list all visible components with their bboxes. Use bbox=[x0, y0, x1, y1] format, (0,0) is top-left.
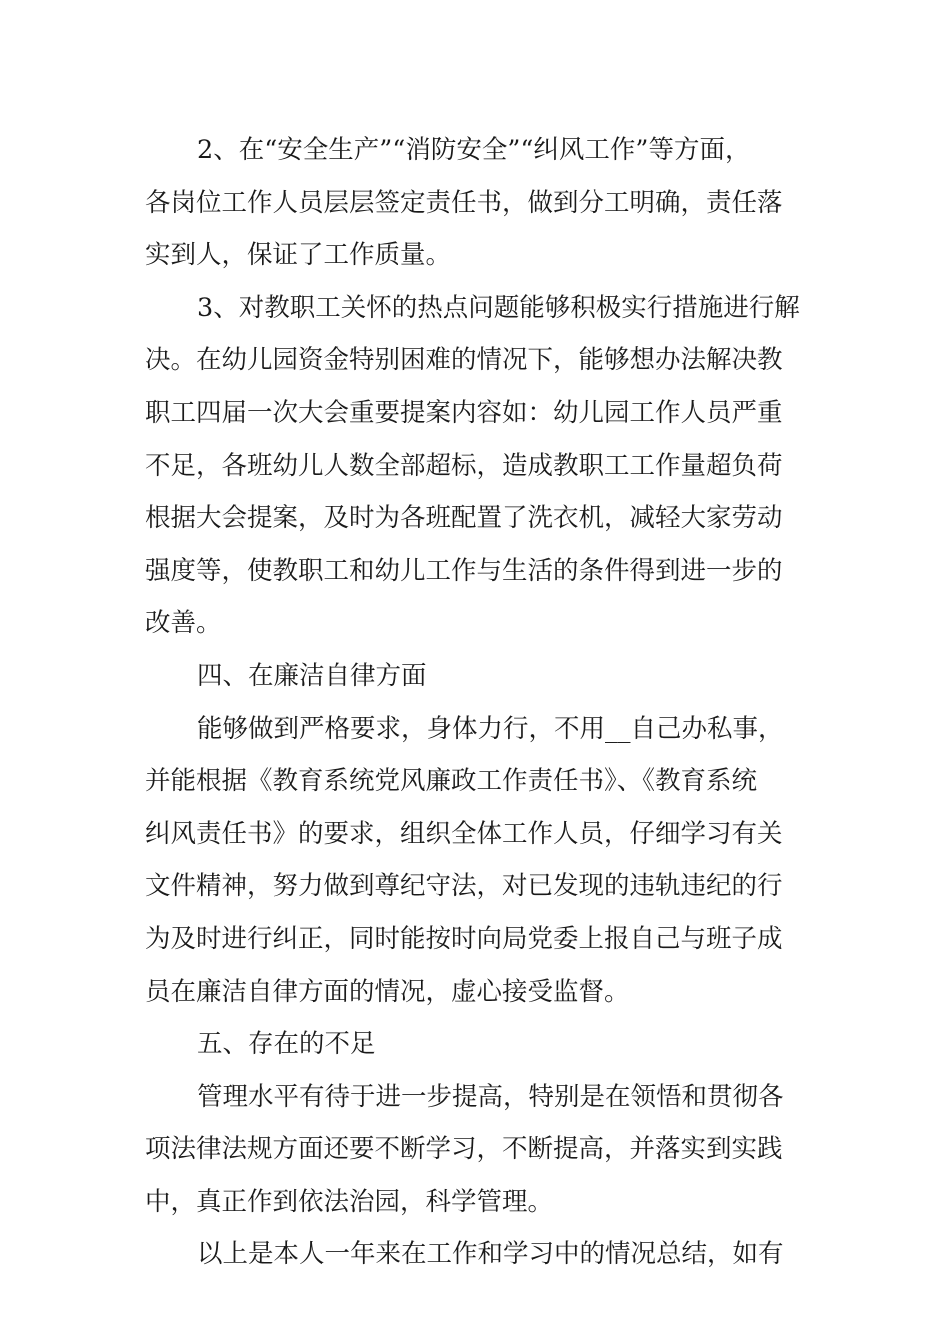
paragraph-line: 实到人，保证了工作质量。 bbox=[145, 240, 452, 271]
paragraph-line: 能够做到严格要求，身体力行，不用__自己办私事， bbox=[197, 713, 784, 744]
paragraph-line: 项法律法规方面还要不断学习，不断提高，并落实到实践 bbox=[145, 1134, 783, 1165]
paragraph-line: 各岗位工作人员层层签定责任书，做到分工明确，责任落 bbox=[145, 187, 783, 218]
paragraph-line: 中，真正作到依法治园，科学管理。 bbox=[145, 1186, 554, 1217]
paragraph-line: 纠风责任书》的要求，组织全体工作人员，仔细学习有关 bbox=[145, 818, 783, 849]
paragraph-line: 员在廉洁自律方面的情况，虚心接受监督。 bbox=[145, 976, 630, 1007]
paragraph-line: 改善。 bbox=[145, 608, 222, 639]
paragraph-line: 强度等，使教职工和幼儿工作与生活的条件得到进一步的 bbox=[145, 555, 783, 586]
document-body bbox=[145, 124, 815, 1281]
section-heading: 四、在廉洁自律方面 bbox=[197, 660, 427, 691]
paragraph-line: 以上是本人一年来在工作和学习中的情况总结，如有 bbox=[197, 1239, 784, 1270]
paragraph-line: 3、对教职工关怀的热点问题能够积极实行措施进行解 bbox=[197, 292, 800, 323]
section-heading: 五、存在的不足 bbox=[197, 1029, 376, 1060]
paragraph-line: 文件精神，努力做到尊纪守法，对已发现的违轨违纪的行 bbox=[145, 871, 783, 902]
paragraph-line: 2、在“安全生产”“消防安全”“纠风工作”等方面， bbox=[197, 135, 751, 165]
paragraph-line: 职工四届一次大会重要提案内容如：幼儿园工作人员严重 bbox=[145, 397, 783, 428]
paragraph-line: 决。在幼儿园资金特别困难的情况下，能够想办法解决教 bbox=[145, 345, 783, 376]
paragraph-line: 根据大会提案，及时为各班配置了洗衣机，减轻大家劳动 bbox=[145, 503, 783, 534]
paragraph-line: 并能根据《教育系统党风廉政工作责任书》、《教育系统 bbox=[145, 766, 758, 797]
paragraph-line: 管理水平有待于进一步提高，特别是在领悟和贯彻各 bbox=[197, 1081, 784, 1112]
paragraph-line: 不足，各班幼儿人数全部超标，造成教职工工作量超负荷 bbox=[145, 450, 783, 481]
paragraph-line: 为及时进行纠正，同时能按时向局党委上报自己与班子成 bbox=[145, 923, 783, 954]
